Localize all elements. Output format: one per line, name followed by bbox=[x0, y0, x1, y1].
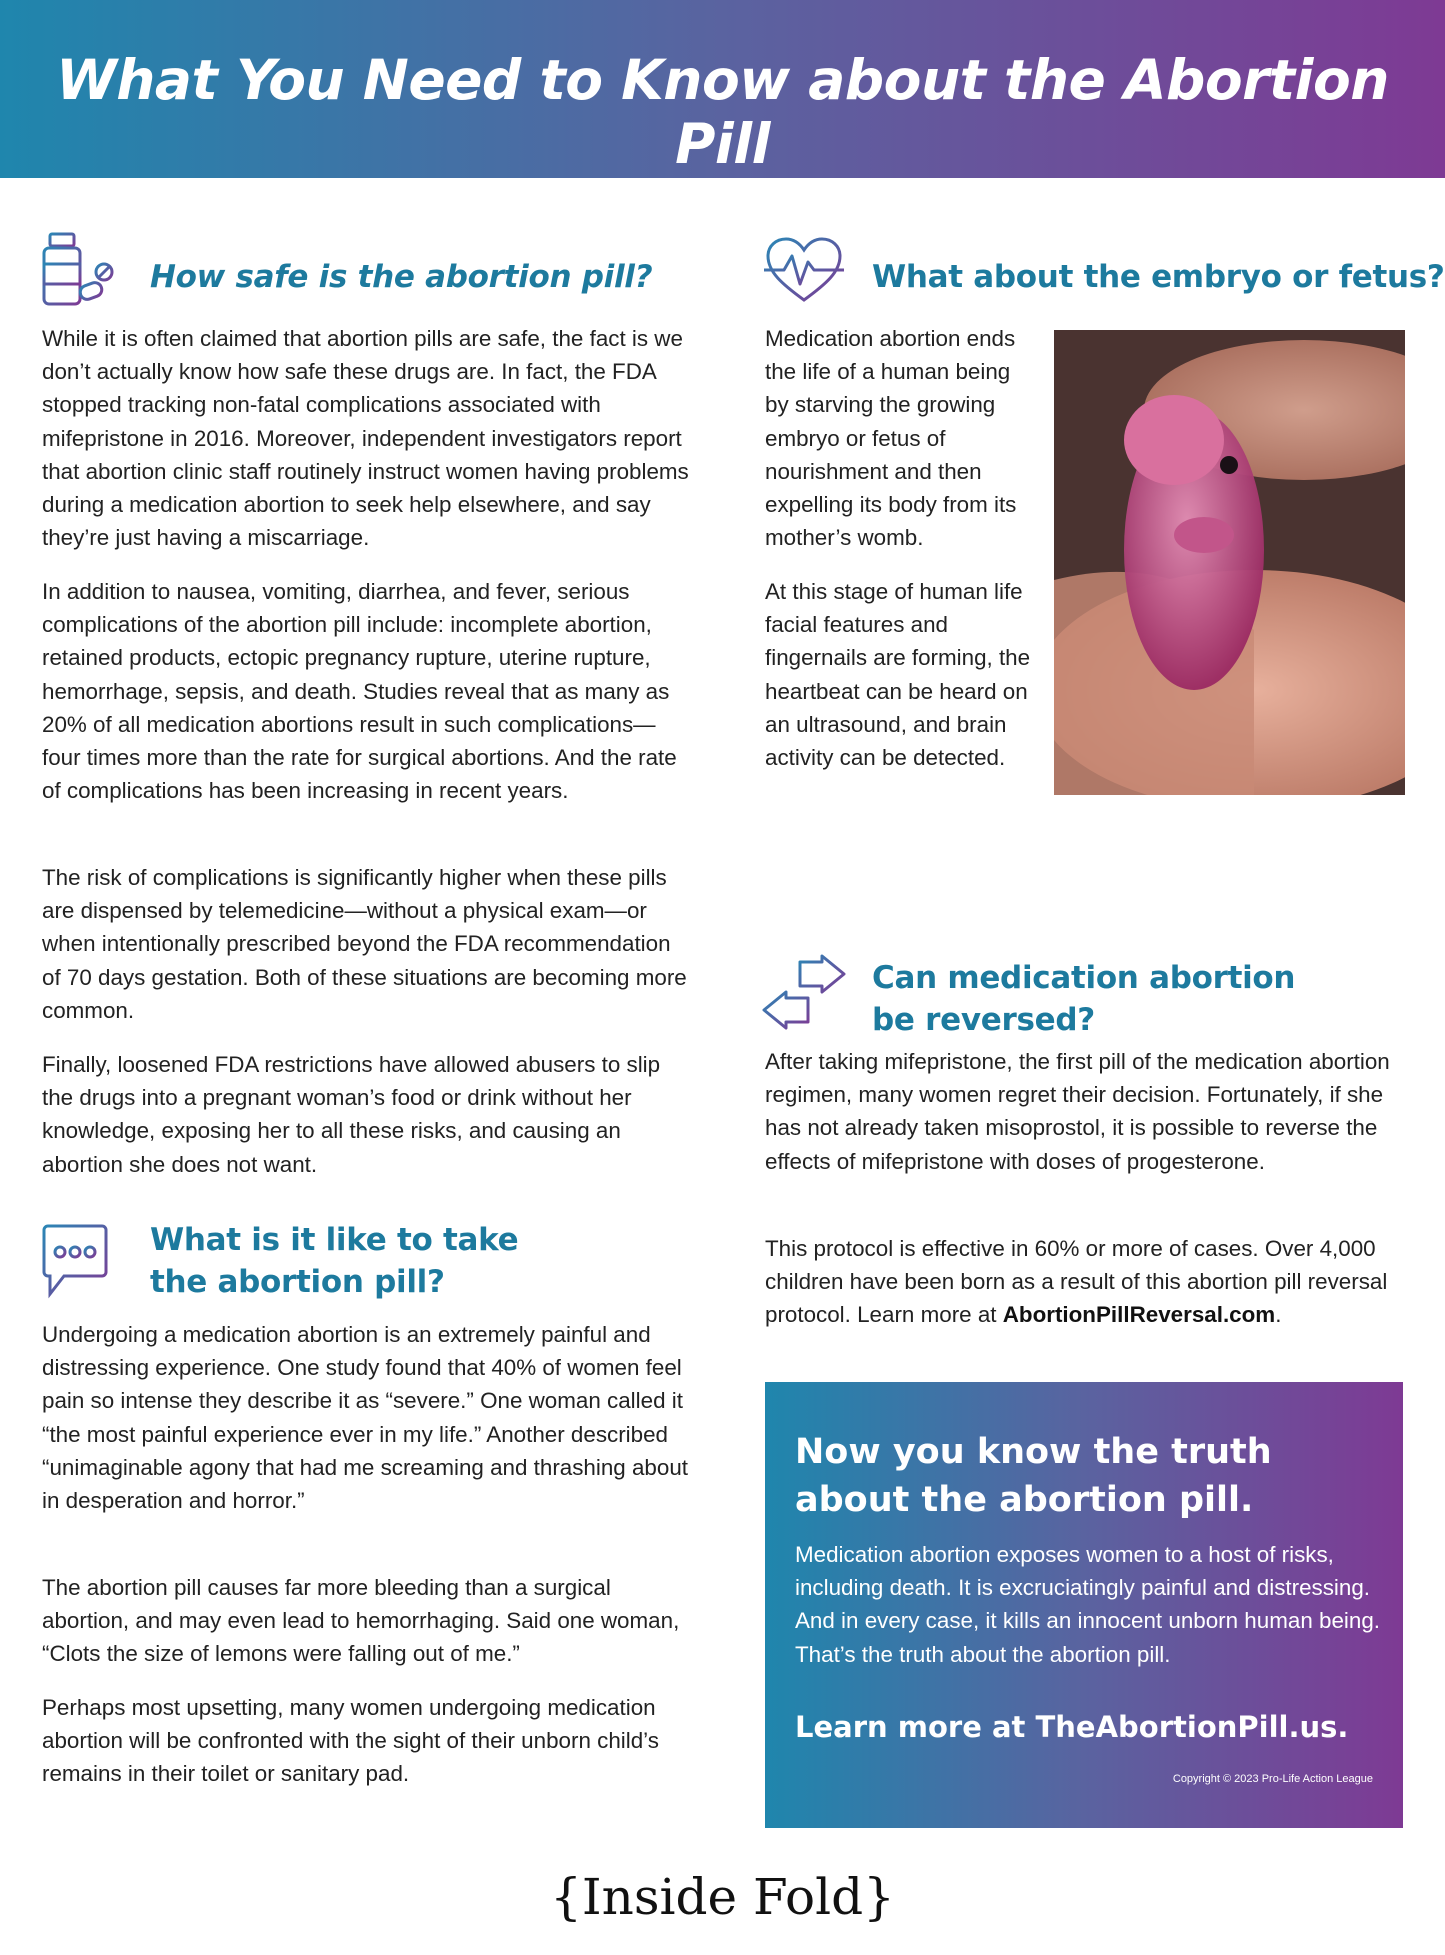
reversal-website-link[interactable]: AbortionPillReversal.com bbox=[1002, 1302, 1276, 1328]
embryo-heading: What about the embryo or fetus? bbox=[872, 259, 1445, 295]
cta-title: Now you know the truth about the abortion pill. bbox=[795, 1432, 1272, 1520]
experience-paragraph-3: Perhaps most upsetting, many women undergoing medication abortion will be confronted with the sight of their unborn child’s remains in their toilet or sanitary pad. bbox=[42, 1695, 659, 1787]
reversal-paragraph-2-text: This protocol is effective in 60% or more of cases. Over 4,000 children have been born as a result of this abortion pill reversal protocol. Learn more at bbox=[765, 1236, 1388, 1328]
safety-paragraph-3: The risk of complications is significantly higher when these pills are dispensed by telemedicine—without a physical exam—or when intentionally prescribed beyond the FDA recommendation of 70 days gestation. Both of these situations are becoming more common. bbox=[42, 865, 687, 1023]
embryo-paragraph-2: At this stage of human life facial features and fingernails are forming, the heartbeat can be heard on an ultrasound, and brain activity can be detected. bbox=[765, 579, 1031, 771]
heartbeat-icon bbox=[762, 236, 846, 304]
cta-body: Medication abortion exposes women to a host of risks, including death. It is excruciatingly painful and distressing. And in every case, it kills an innocent unborn human being. That’s the truth about the abortion pill. bbox=[795, 1542, 1380, 1667]
fold-label: {Inside Fold} bbox=[550, 1868, 895, 1926]
safety-paragraph-2: In addition to nausea, vomiting, diarrhea, and fever, serious complications of the abortion pill include: incomplete abortion, retained products, ectopic pregnancy rupture, uterine rupture, hemorrhage, sepsis, and death. Studies reveal that as many as 20% of all medication abortions result in such complications—four times more than the rate for surgical abortions. And the rate of complications has been increasing in recent years. bbox=[42, 579, 677, 804]
experience-heading-line-2: the abortion pill? bbox=[150, 1264, 445, 1300]
embryo-paragraph-1: Medication abortion ends the life of a human being by starving the growing embryo or fetus of nourishment and then expelling its body from its mother’s womb. bbox=[765, 326, 1017, 551]
chat-bubble-icon bbox=[42, 1222, 108, 1300]
reversal-heading-line-2: be reversed? bbox=[872, 1002, 1095, 1038]
pill-bottle-icon bbox=[40, 230, 116, 312]
reverse-arrows-icon bbox=[760, 954, 848, 1032]
experience-paragraph-1: Undergoing a medication abortion is an extremely painful and distressing experience. One study found that 40% of women feel pain so intense they describe it as “severe.” One woman called it “the most painful experience ever in my life.” Another described “unimaginable agony that had me screaming and thrashing about in desperation and horror.” bbox=[42, 1322, 689, 1514]
experience-heading-line-1: What is it like to take bbox=[150, 1222, 519, 1258]
cta-learn-more-link[interactable]: Learn more at TheAbortionPill.us. bbox=[795, 1710, 1349, 1744]
embryo-photo bbox=[1054, 330, 1405, 795]
reversal-paragraph-2 bbox=[765, 1232, 1415, 1332]
reversal-paragraph-2-end: . bbox=[1275, 1302, 1282, 1328]
reversal-paragraph-1: After taking mifepristone, the first pill of the medication abortion regimen, many women regret their decision. Fortunately, if she has not already taken misoprostol, it is possible to reverse the effects of mifepristone with doses of progesterone. bbox=[765, 1049, 1390, 1174]
reversal-heading-line-1: Can medication abortion bbox=[872, 960, 1296, 996]
safety-paragraph-1: While it is often claimed that abortion pills are safe, the fact is we don’t actually know how safe these drugs are. In fact, the FDA stopped tracking non-fatal complications associated with mifepristone in 2016. Moreover, independent investigators report that abortion clinic staff routinely instruct women having problems during a medication abortion to seek help elsewhere, and say they’re just having a miscarriage. bbox=[42, 326, 689, 551]
experience-paragraph-2: The abortion pill causes far more bleeding than a surgical abortion, and may even lead to hemorrhaging. Said one woman, “Clots the size of lemons were falling out of me.” bbox=[42, 1575, 680, 1667]
page-title: What You Need to Know about the Abortion Pill bbox=[56, 48, 1389, 176]
safety-paragraph-4: Finally, loosened FDA restrictions have allowed abusers to slip the drugs into a pregnant woman’s food or drink without her knowledge, exposing her to all these risks, and causing an abortion she does not want. bbox=[42, 1052, 661, 1177]
title-banner bbox=[0, 0, 1445, 178]
copyright-notice: Copyright © 2023 Pro-Life Action League bbox=[1172, 1773, 1373, 1785]
safety-heading: How safe is the abortion pill? bbox=[150, 259, 653, 295]
